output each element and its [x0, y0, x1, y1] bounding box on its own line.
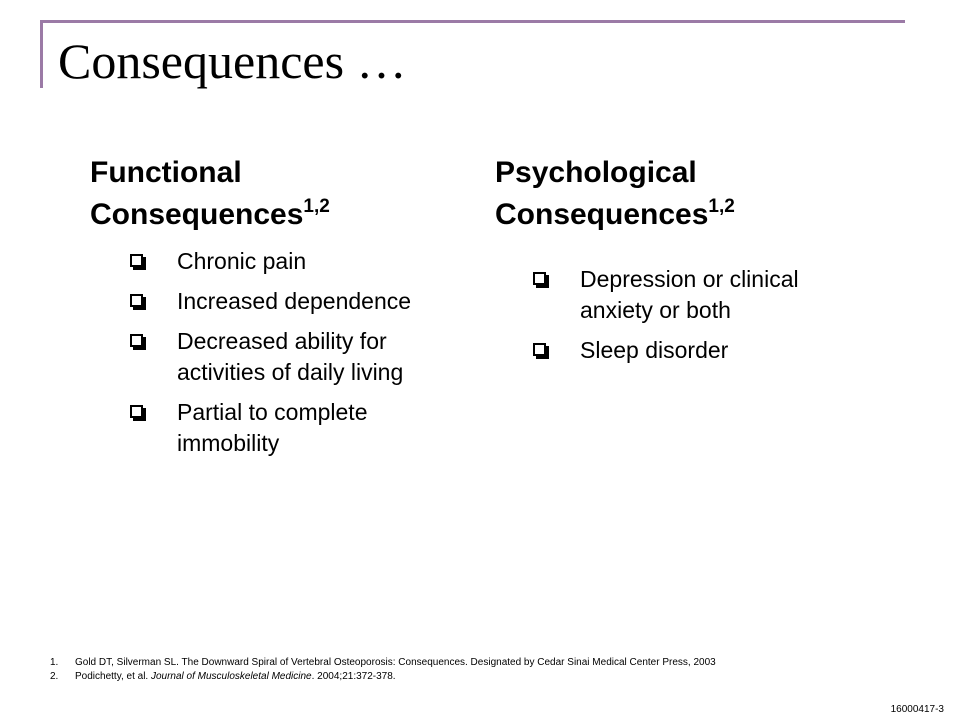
citation-superscript: 1,2	[303, 196, 330, 217]
reference-authors: Podichetty, et al.	[75, 671, 151, 682]
slide-code: 16000417-3	[890, 704, 944, 715]
slide-title: Consequences …	[58, 33, 407, 89]
list-item	[130, 246, 430, 277]
list-item	[533, 335, 855, 366]
psychological-consequences-heading	[495, 152, 855, 240]
reference-journal: Journal of Musculoskeletal Medicine	[150, 671, 312, 682]
list-item-text: Sleep disorder	[580, 337, 729, 363]
checkbox-bullet-icon	[130, 334, 143, 347]
psychological-consequences-list	[533, 264, 855, 366]
checkbox-bullet-icon	[533, 343, 546, 356]
citation-superscript: 1,2	[708, 196, 735, 217]
list-item	[130, 326, 430, 388]
reference-number: 2.	[50, 671, 59, 682]
heading-line-2: Consequences	[90, 198, 304, 231]
reference-item	[50, 670, 930, 684]
list-item-text: Depression or clinical anxiety or both	[580, 266, 799, 323]
reference-citation: . 2004;21:372-378.	[311, 671, 396, 682]
title-frame-left-line	[40, 20, 43, 88]
reference-number: 1.	[50, 657, 59, 668]
list-item-text: Decreased ability for activities of daily living	[177, 328, 404, 385]
references	[50, 656, 930, 684]
title-frame-top-line	[40, 20, 905, 23]
list-item	[533, 264, 855, 326]
list-item-text: Partial to complete immobility	[177, 399, 368, 456]
checkbox-bullet-icon	[130, 294, 143, 307]
checkbox-bullet-icon	[130, 405, 143, 418]
checkbox-bullet-icon	[533, 272, 546, 285]
list-item-text: Increased dependence	[177, 288, 412, 314]
heading-line-1: Functional	[90, 156, 242, 189]
functional-consequences-column	[90, 152, 430, 468]
reference-text: Gold DT, Silverman SL. The Downward Spiral of Vertebral Osteoporosis: Consequences. Designated by Cedar Sinai Medical Center Press, 2003	[75, 657, 716, 668]
list-item	[130, 286, 430, 317]
heading-line-1: Psychological	[495, 156, 697, 189]
heading-line-2: Consequences	[495, 198, 709, 231]
list-item	[130, 397, 430, 459]
functional-consequences-list	[130, 246, 430, 459]
functional-consequences-heading	[90, 152, 430, 240]
reference-item	[50, 656, 930, 670]
checkbox-bullet-icon	[130, 254, 143, 267]
list-item-text: Chronic pain	[177, 248, 307, 274]
reference-text	[75, 670, 396, 684]
psychological-consequences-column	[495, 152, 855, 375]
